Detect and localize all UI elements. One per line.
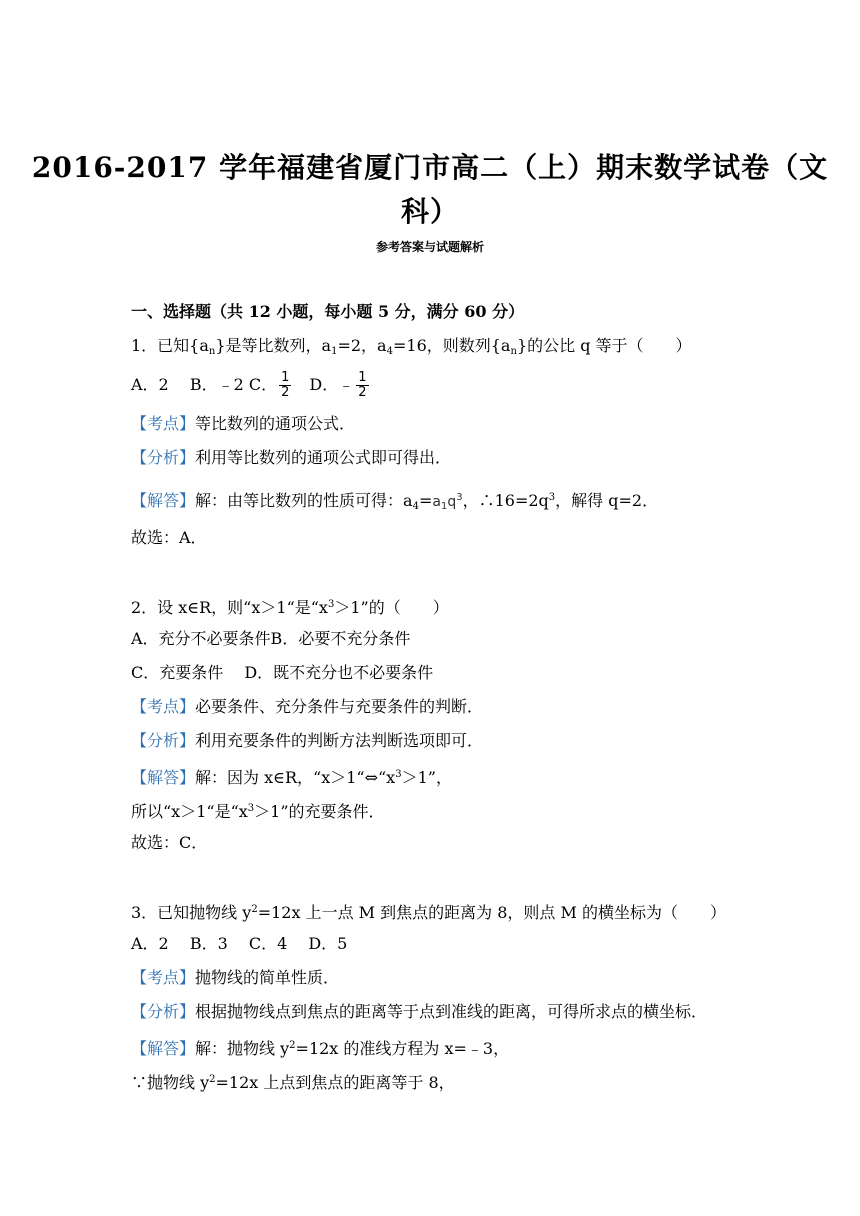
- jieda-tag: 【解答】: [131, 768, 196, 787]
- question-2-options-2: C．充要条件 D．既不充分也不必要条件: [131, 663, 434, 682]
- question-1-options: A．2 B．﹣2 C． $\frac{1}{2}$ D．﹣ $\frac{1}{2}$: [131, 370, 367, 400]
- question-2-jieda: 【解答】解：因为 x∈R，“$x>1“\Leftrightarrow“x^3>1$”，: [131, 768, 452, 787]
- jieda-tag: 【解答】: [131, 491, 196, 510]
- kaodian-tag: 【考点】: [131, 414, 196, 433]
- question-2-answer: 故选：C．: [131, 833, 208, 852]
- question-1-answer: 故选：A．: [131, 528, 207, 547]
- question-1-stem: 1．已知$\{a_n\}$是等比数列，$a_1=2$，$a_4=16$，则数列$\{a_n\}$的公比 q 等于（ ）: [131, 336, 692, 357]
- question-2-kaodian: 【考点】必要条件、充分条件与充要条件的判断．: [131, 697, 484, 716]
- question-1-fenxi: 【分析】利用等比数列的通项公式即可得出．: [131, 448, 452, 467]
- page-title: 2016-2017 学年福建省厦门市高二（上）期末数学试卷（文: [31, 151, 829, 184]
- question-2-options-1: A．充分不必要条件B．必要不充分条件: [131, 629, 411, 648]
- question-3-jieda: 【解答】解：抛物线 $y^2=12x$ 的准线方程为 x=﹣3，: [131, 1039, 510, 1058]
- fenxi-tag: 【分析】: [131, 448, 196, 467]
- question-1-kaodian: 【考点】等比数列的通项公式．: [131, 414, 356, 433]
- question-2-fenxi: 【分析】利用充要条件的判断方法判断选项即可．: [131, 731, 484, 750]
- kaodian-tag: 【考点】: [131, 697, 196, 716]
- question-3-jieda-line-2: ∵抛物线 $y^2=12x$ 上点到焦点的距离等于 8，: [131, 1073, 455, 1092]
- question-3-fenxi: 【分析】根据抛物线点到焦点的距离等于点到准线的距离，可得所求点的横坐标．: [131, 1002, 708, 1021]
- question-3-options: A．2 B．3 C．4 D．5: [131, 934, 348, 953]
- question-1-jieda: 【解答】解：由等比数列的性质可得：$a_4=a_1q^3$，$\therefore 16=2q^3$，解得 q=2．: [131, 491, 659, 512]
- jieda-tag: 【解答】: [131, 1039, 196, 1058]
- fraction-half: $\frac{1}{2}$: [358, 370, 367, 400]
- question-3-stem: 3．已知抛物线 $y^2=12x$ 上一点 M 到焦点的距离为 8，则点 M 的横坐标为（ ）: [131, 903, 726, 922]
- page-subtitle: 参考答案与试题解析: [375, 240, 484, 254]
- fraction-half: $\frac{1}{2}$: [281, 370, 290, 400]
- question-3-kaodian: 【考点】抛物线的简单性质．: [131, 968, 340, 987]
- fenxi-tag: 【分析】: [131, 1002, 196, 1021]
- page-title-continued: 科）: [400, 195, 459, 228]
- question-2-stem: 2．设 x∈R，则“x＞1“是“$x^3>1$”的（ ）: [131, 598, 449, 617]
- section-heading: 一、选择题（共 12 小题，每小题 5 分，满分 60 分）: [131, 302, 525, 321]
- formula-a1q3: $a_1q^3$: [432, 492, 463, 512]
- question-2-jieda-line-2: 所以“x＞1“是“$x^3>1$”的充要条件．: [131, 802, 385, 821]
- fenxi-tag: 【分析】: [131, 731, 196, 750]
- kaodian-tag: 【考点】: [131, 968, 196, 987]
